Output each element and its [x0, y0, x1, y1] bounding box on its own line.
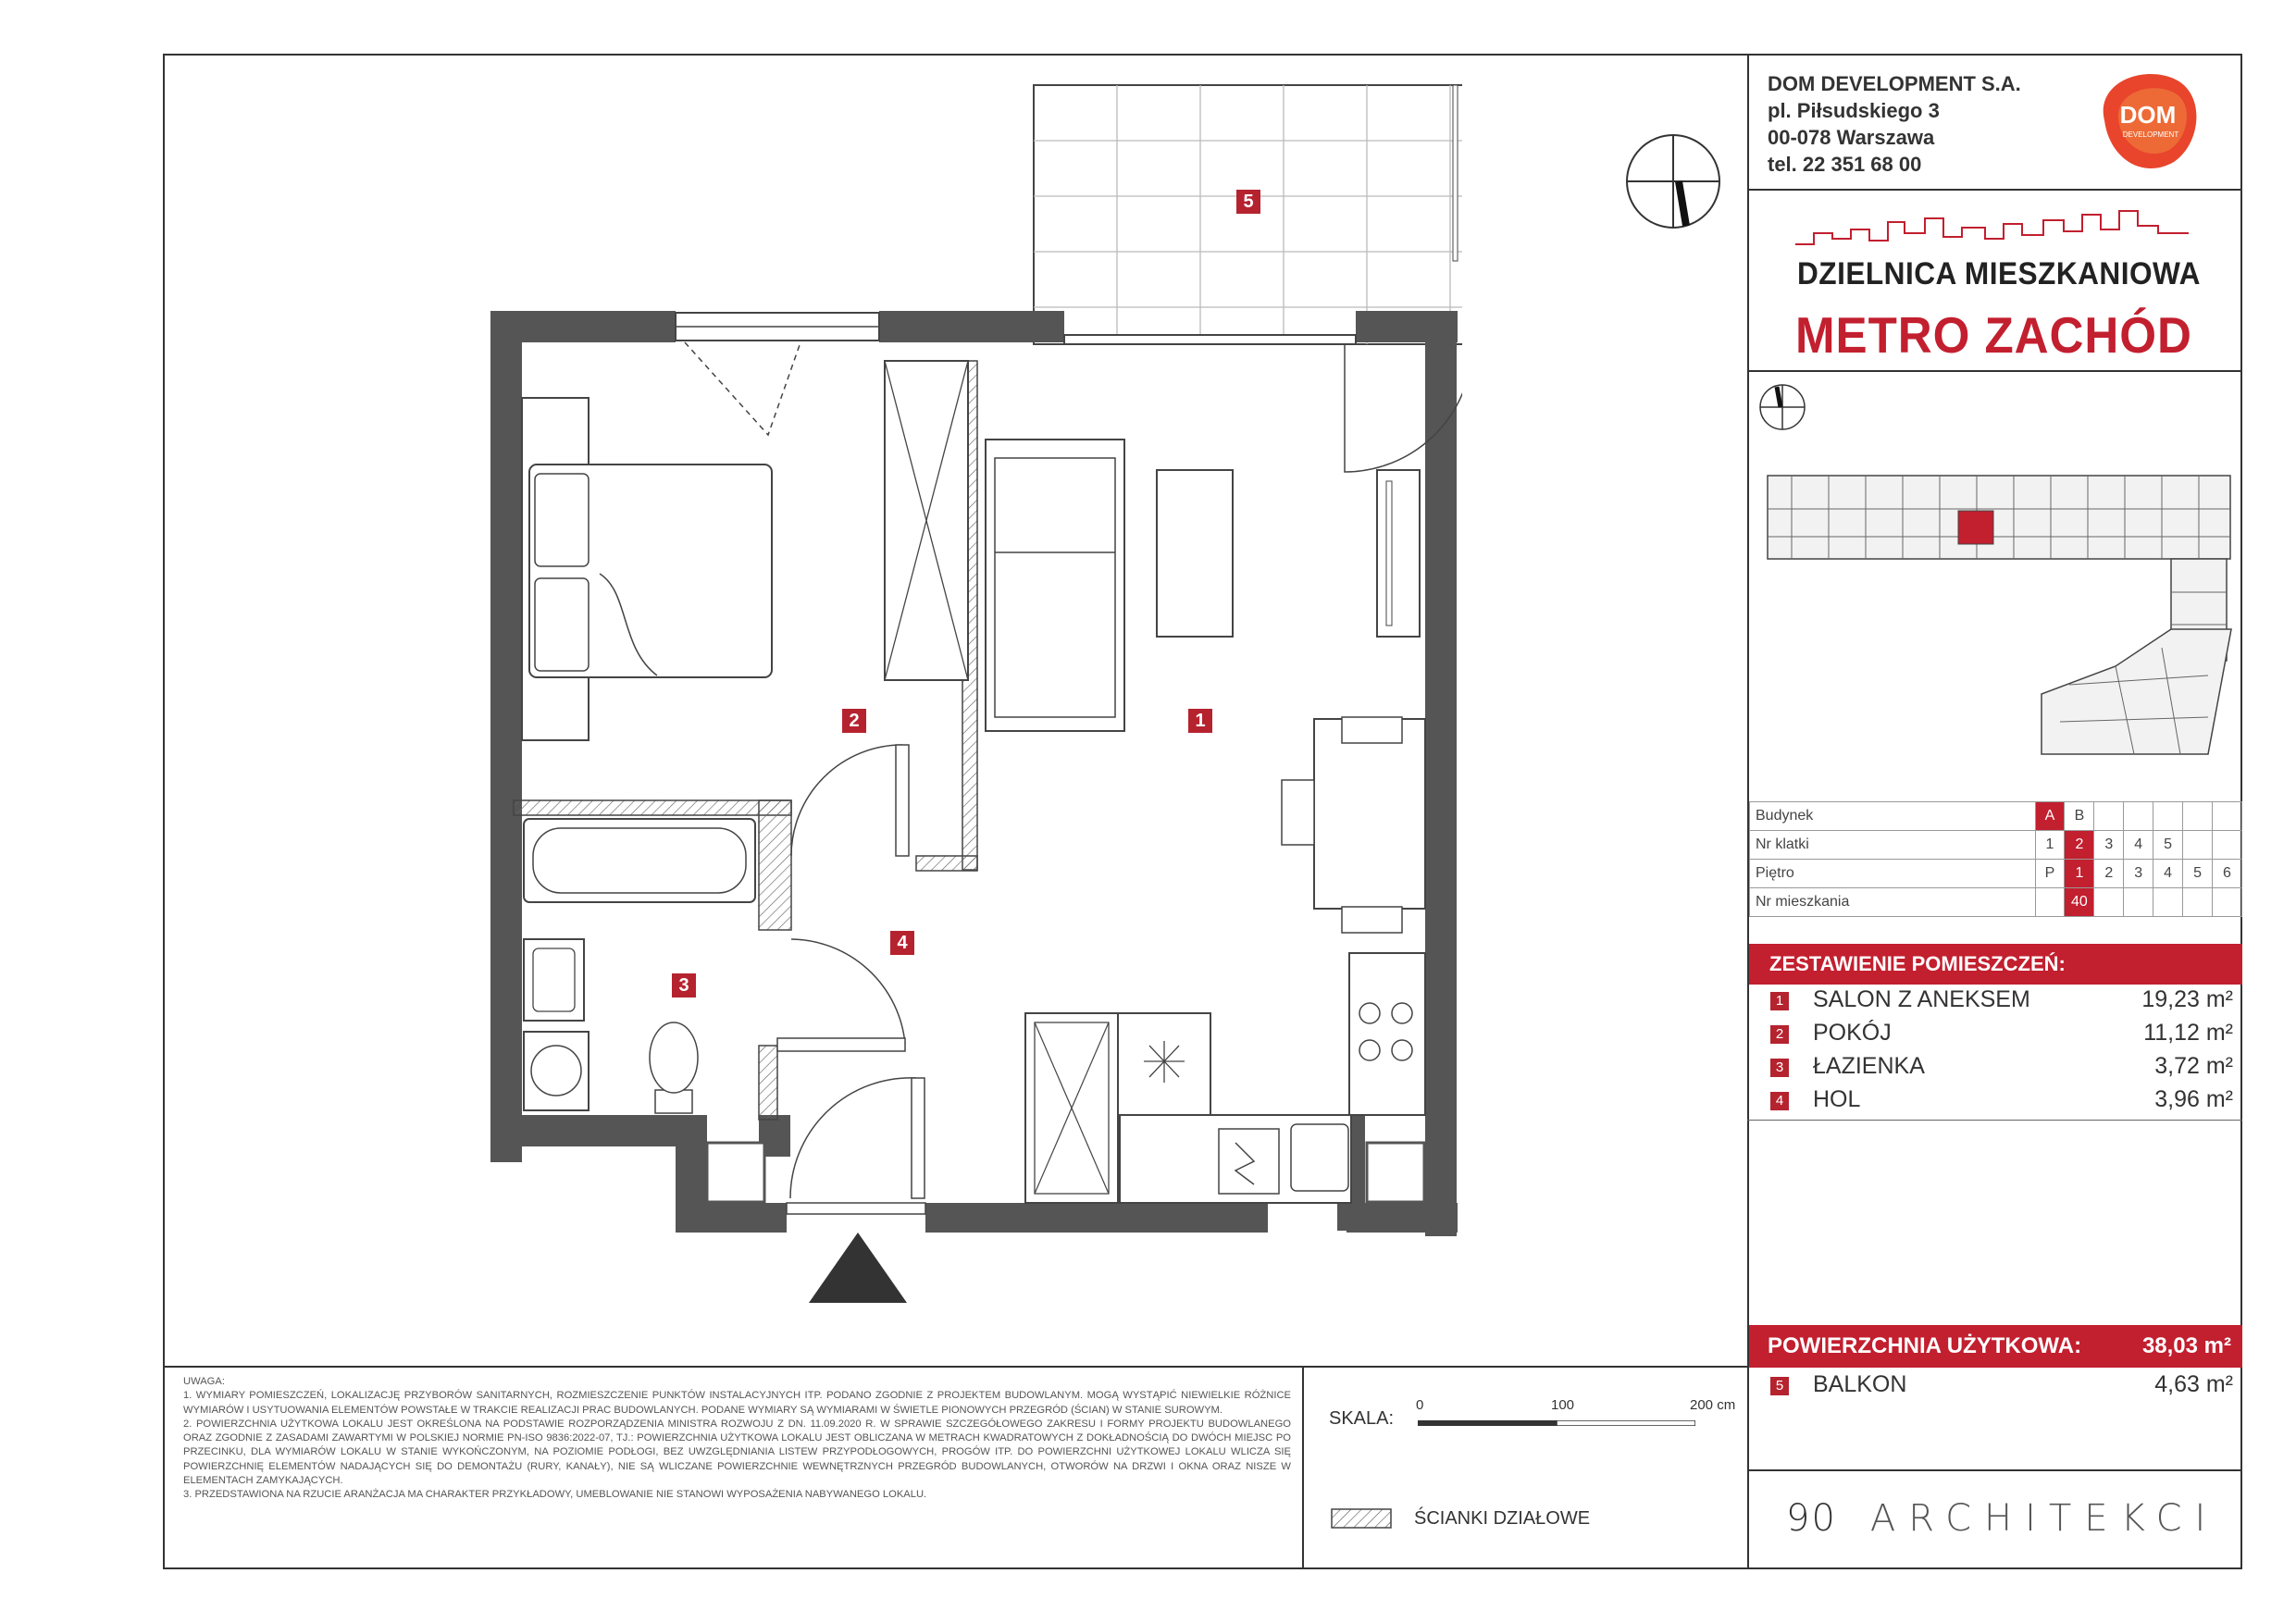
info-cell — [2153, 888, 2183, 917]
notes-block — [183, 1375, 1291, 1503]
info-cell: 3 — [2124, 860, 2153, 888]
header-divider-1 — [1747, 189, 2242, 191]
architect-name: ARCHITEKCI — [1869, 1497, 2219, 1540]
plan-label-lazienka: 3 — [672, 973, 696, 997]
info-row-budynek — [1750, 802, 2242, 831]
info-cell: 4 — [2124, 831, 2153, 860]
room-number: 1 — [1770, 992, 1789, 1010]
info-cell — [2183, 802, 2213, 831]
info-cell — [2094, 888, 2124, 917]
scale-tick-100: 100 — [1551, 1397, 1575, 1413]
note-item: 3. PRZEDSTAWIONA NA RZUCIE ARANŻACJA MA CHARAKTER PRZYKŁADOWY, UMEBLOWANIE NIE STANOWI WYPOSAŻENIA NABYWANEGO LOKALU. — [183, 1489, 927, 1501]
info-cell: 6 — [2212, 860, 2241, 888]
info-label: Budynek — [1750, 802, 2036, 831]
plan-label-salon: 1 — [1188, 709, 1212, 733]
skyline-graphic — [1795, 205, 2189, 252]
floor-plan — [481, 74, 1462, 1240]
info-cell: 3 — [2094, 831, 2124, 860]
info-cell — [2212, 802, 2241, 831]
scale-label: SKALA: — [1329, 1408, 1395, 1429]
plan-label-pokoj: 2 — [842, 709, 866, 733]
compass-small-icon — [1756, 381, 1808, 433]
info-label: Piętro — [1750, 860, 2036, 888]
info-cell: 5 — [2183, 860, 2213, 888]
company-phone: tel. 22 351 68 00 — [1768, 153, 1922, 176]
info-row-klatka — [1750, 831, 2242, 860]
info-cell — [2183, 831, 2213, 860]
info-cell — [2035, 888, 2065, 917]
company-info — [1768, 70, 2021, 178]
info-cell — [2094, 802, 2124, 831]
room-row — [1754, 985, 2237, 1018]
info-cell: 1 — [2035, 831, 2065, 860]
room-area: 3,72 m² — [2154, 1053, 2233, 1079]
room-number: 3 — [1770, 1059, 1789, 1077]
room-name: POKÓJ — [1813, 1020, 1892, 1046]
rooms-list-bottom — [1747, 1120, 2242, 1121]
info-cell: 4 — [2153, 860, 2183, 888]
note-item: 1. WYMIARY POMIESZCZEŃ, LOKALIZACJĘ PRZYBORÓW SANITARNYCH, ROZMIESZCZENIE PUNKTÓW INSTALACYJNYCH ITP. PODANO ZGODNIE Z PROJEKTEM BUDOWLANYM. MOGĄ WYSTĄPIĆ NIEWIELKIE RÓŻNICE WYMIARÓW I USYTUOWANIA ELEMENTÓW POWSTAŁE W TRAKCIE REALIZACJI PRAC BUDOWLANYCH. PODANE WYMIARY SĄ WYMIARAMI W ŚWIETLE PIONOWYCH PRZEGRÓD (ŚCIAN) W STANIE SUROWYM. — [183, 1390, 1291, 1416]
balcony-name: BALKON — [1813, 1371, 1907, 1397]
logo-text-dom: DOM — [2119, 101, 2177, 129]
room-row — [1754, 1018, 2237, 1051]
scale-bar — [1418, 1414, 1695, 1419]
info-label: Nr mieszkania — [1750, 888, 2036, 917]
info-cell — [2124, 802, 2153, 831]
room-row — [1754, 1084, 2237, 1118]
info-cell — [2183, 888, 2213, 917]
usable-area-label: POWIERZCHNIA UŻYTKOWA: — [1768, 1333, 2082, 1358]
room-row — [1754, 1051, 2237, 1084]
footer-divider — [1747, 1469, 2242, 1471]
info-cell — [2124, 888, 2153, 917]
info-cell: 5 — [2153, 831, 2183, 860]
architect-number: 90 — [1786, 1497, 1837, 1540]
room-number: 4 — [1770, 1092, 1789, 1110]
room-area: 3,96 m² — [2154, 1086, 2233, 1112]
project-title-line2: METRO ZACHÓD — [1795, 306, 2192, 364]
scale-tick-200: 200 cm — [1690, 1397, 1736, 1413]
architect-logo — [1786, 1497, 2218, 1540]
balcony-area: 4,63 m² — [2154, 1371, 2233, 1397]
info-cell — [2212, 888, 2241, 917]
project-title-line1: DZIELNICA MIESZKANIOWA — [1797, 256, 2201, 291]
info-cell — [2153, 802, 2183, 831]
company-name: DOM DEVELOPMENT S.A. — [1768, 72, 2021, 95]
scale-divider — [1302, 1366, 1304, 1569]
room-area: 11,12 m² — [2143, 1020, 2233, 1046]
partition-legend-label: ŚCIANKI DZIAŁOWE — [1414, 1508, 1591, 1529]
dom-development-logo — [2086, 65, 2206, 176]
balcony-row — [1754, 1369, 2237, 1403]
entrance-arrow-icon — [809, 1233, 907, 1303]
info-cell: 2 — [2094, 860, 2124, 888]
info-row-pietro — [1750, 860, 2242, 888]
header-divider-2 — [1747, 370, 2242, 372]
info-cell: 40 — [2065, 888, 2094, 917]
info-label: Nr klatki — [1750, 831, 2036, 860]
room-number: 2 — [1770, 1025, 1789, 1044]
balcony-number: 5 — [1770, 1377, 1789, 1395]
partition-legend-swatch — [1331, 1508, 1392, 1529]
room-name: SALON Z ANEKSEM — [1813, 986, 2030, 1012]
info-cell: 2 — [2065, 831, 2094, 860]
notes-title: UWAGA: — [183, 1376, 225, 1387]
usable-area-bar — [1749, 1325, 2242, 1368]
notes-divider — [163, 1366, 1749, 1368]
room-area: 19,23 m² — [2141, 986, 2233, 1012]
plan-label-hol: 4 — [890, 931, 914, 955]
compass-icon — [1621, 130, 1725, 233]
info-row-mieszkanie — [1750, 888, 2242, 917]
plan-label-balkon: 5 — [1236, 190, 1260, 214]
logo-text-development: DEVELOPMENT — [2122, 130, 2179, 139]
room-name: HOL — [1813, 1086, 1861, 1112]
rooms-header: ZESTAWIENIE POMIESZCZEŃ: — [1749, 944, 2242, 985]
apartment-info-table — [1749, 801, 2242, 917]
info-cell: 1 — [2065, 860, 2094, 888]
note-item: 2. POWIERZCHNIA UŻYTKOWA LOKALU JEST OKREŚLONA NA PODSTAWIE ROZPORZĄDZENIA MINISTRA ROZWOJU Z DN. 11.09.2020 R. W SPRAWIE SZCZEGÓŁOWEGO ZAKRESU I FORMY PROJEKTU BUDOWLANEGO ORAZ ZGODNIE Z ZASADAMI ZAWARTYMI W POLSKIEJ NORMIE PN-ISO 9836:2022-07, TJ.: POWIERZCHNIA UŻYTKOWA LOKALU JEST OBLICZANA W METRACH KWADRATOWYCH Z DOKŁADNOŚCIĄ DO DWÓCH MIEJSC PO PRZECINKU, DLA WYMIARÓW LOKALU W STANIE WYKOŃCZONYM, NA POZIOMIE PODŁOGI, BEZ UWZGLĘDNIANIA LISTEW PRZYPODŁOGOWYCH, PROGÓW ITP. DO POWIERZCHNI UŻYTKOWEJ LOKALU WLICZA SIĘ POWIERZCHNIĘ ELEMENTÓW NADAJĄCYCH SIĘ DO DEMONTAŻU (RURY, KANAŁY), NIE SĄ WLICZANE POWIERZCHNIE WEWNĘTRZNYCH PRZEGRÓD BUDOWLANYCH, OTWORÓW NA DRZWI I OKNA ORAZ NISZE W ELEMENTACH ZAMYKAJĄCYCH. — [183, 1418, 1291, 1487]
info-cell — [2212, 831, 2241, 860]
company-address-city: 00-078 Warszawa — [1768, 126, 1935, 149]
info-cell: A — [2035, 802, 2065, 831]
company-address-street: pl. Piłsudskiego 3 — [1768, 99, 1940, 122]
room-name: ŁAZIENKA — [1813, 1053, 1925, 1079]
info-cell: P — [2035, 860, 2065, 888]
info-cell: B — [2065, 802, 2094, 831]
site-plan-key — [1764, 472, 2236, 782]
usable-area-value: 38,03 m² — [2141, 1333, 2231, 1358]
scale-tick-0: 0 — [1416, 1397, 1424, 1413]
